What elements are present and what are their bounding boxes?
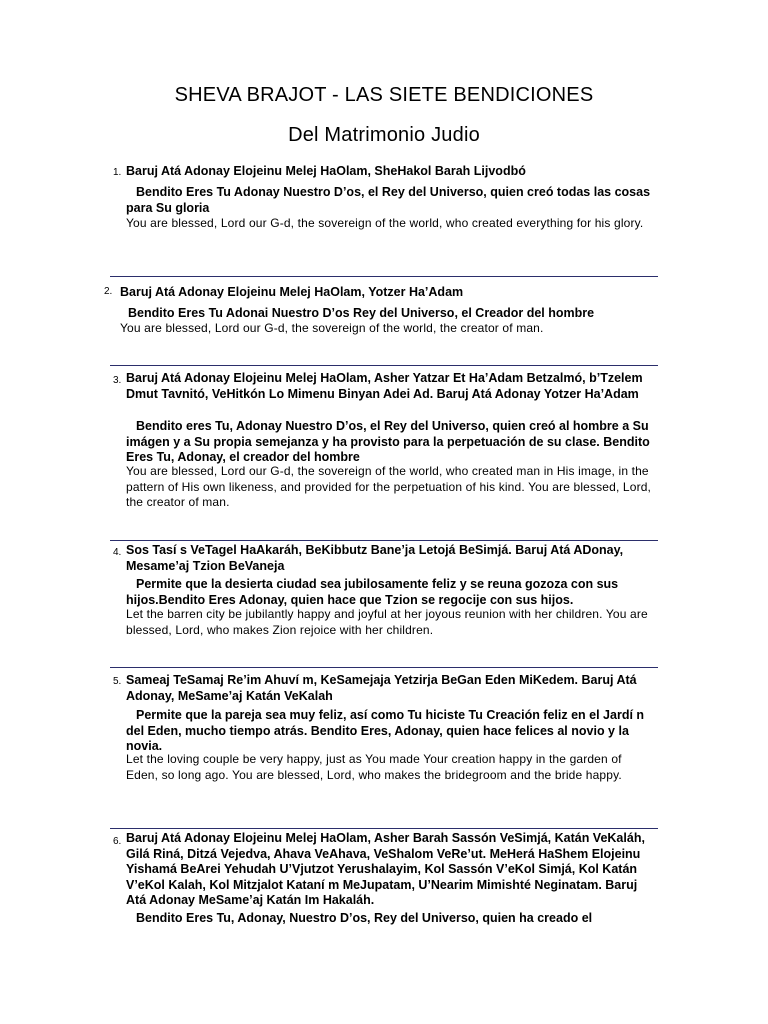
blessing-spanish: Bendito Eres Tu Adonay Nuestro D’os, el Rey del Universo, quien creó todas las cosas para Su gloria xyxy=(126,185,651,215)
section-divider xyxy=(110,365,658,366)
blessing-spanish: Permite que la desierta ciudad sea jubilosamente feliz y se reuna gozoza con sus hijos.Bendito Eres Adonay, quien hace que Tzion se regocije con sus hijos. xyxy=(126,577,619,607)
blessing-transliteration: Baruj Atá Adonay Elojeinu Melej HaOlam, SheHakol Barah Lijvodbó xyxy=(126,164,526,178)
blessing-transliteration: Sos Tasí s VeTagel HaAkaráh, BeKibbutz Bane’ja Letojá BeSimjá. Baruj Atá ADonay, Mesame’aj Tzion BeVaneja xyxy=(126,543,624,573)
page-title: SHEVA BRAJOT - LAS SIETE BENDICIONES xyxy=(174,84,594,106)
blessing-english: Let the barren city be jubilantly happy and joyful at her joyous reunion with her children. You are blessed, Lord, who makes Zion rejoice with her children. xyxy=(126,607,648,637)
blessing-number: 1. xyxy=(113,167,122,178)
blessing-number: 3. xyxy=(113,375,122,386)
blessing-spanish: Bendito Eres Tu, Adonay, Nuestro D’os, Rey del Universo, quien ha creado el xyxy=(136,911,593,925)
blessing-english: Let the loving couple be very happy, just as You made Your creation happy in the garden of Eden, so long ago. You are blessed, Lord, who makes the bridegroom and the bride happy. xyxy=(126,752,622,782)
blessing-spanish: Bendito Eres Tu Adonai Nuestro D’os Rey del Universo, el Creador del hombre xyxy=(128,306,595,320)
blessing-spanish: Permite que la pareja sea muy feliz, así como Tu hiciste Tu Creación feliz en el Jardí n del Eden, mucho tiempo atrás. Bendito Eres, Adonay, quien hace felices al novio y la novia. xyxy=(126,708,645,753)
blessing-english: You are blessed, Lord our G-d, the sovereign of the world, the creator of man. xyxy=(120,321,544,335)
blessing-number: 5. xyxy=(113,676,122,687)
section-divider xyxy=(110,667,658,668)
blessing-number: 4. xyxy=(113,547,122,558)
blessing-number: 2. xyxy=(104,286,113,297)
blessing-number: 6. xyxy=(113,836,122,847)
page-subtitle: Del Matrimonio Judio xyxy=(288,124,480,146)
section-divider xyxy=(110,540,658,541)
blessing-transliteration: Baruj Atá Adonay Elojeinu Melej HaOlam, Yotzer Ha’Adam xyxy=(120,285,464,299)
blessing-english: You are blessed, Lord our G-d, the sovereign of the world, who created man in His image, in the pattern of His own likeness, and provided for the perpetuation of his kind. You are blessed, Lord, the creator of man. xyxy=(126,464,652,509)
blessing-english: You are blessed, Lord our G-d, the sovereign of the world, who created everything for his glory. xyxy=(126,216,644,230)
section-divider xyxy=(110,276,658,277)
blessing-transliteration: Baruj Atá Adonay Elojeinu Melej HaOlam, Asher Yatzar Et Ha’Adam Betzalmó, b’Tzelem Dmut Tavnitó, VeHitkón Lo Mimenu Binyan Adei Ad. Baruj Atá Adonay Yotzer Ha’Adam xyxy=(126,371,643,401)
blessing-transliteration: Sameaj TeSamaj Re’im Ahuví m, KeSamejaja Yetzirja BeGan Eden MiKedem. Baruj Atá Adonay, MeSame’aj Katán VeKalah xyxy=(126,673,637,703)
blessing-transliteration: Baruj Atá Adonay Elojeinu Melej HaOlam, Asher Barah Sassón VeSimjá, Katán VeKaláh, Gilá Riná, Ditzá Vejedva, Ahava VeAhava, VeShalom VeRe’ut. MeHerá HaShem Elojeinu Yishamá BeArei Yehudah U’Vjutzot Yerushalayim, Kol Sassón V’eKol Simjá, Kol Katán V’eKol Kalah, Kol Mitzjalot Kataní m MeJupatam, U’Nearim Mimishté Neginatam. Baruj Atá Adonay MeSame’aj Katán Im Hakaláh. xyxy=(126,831,645,907)
section-divider xyxy=(110,828,658,829)
blessing-spanish: Bendito eres Tu, Adonay Nuestro D’os, el Rey del Universo, quien creó al hombre a Su imágen y a Su propia semejanza y ha provisto para la perpetuación de su clase. Bendito Eres Tu, Adonay, el creador del hombre xyxy=(126,419,650,464)
